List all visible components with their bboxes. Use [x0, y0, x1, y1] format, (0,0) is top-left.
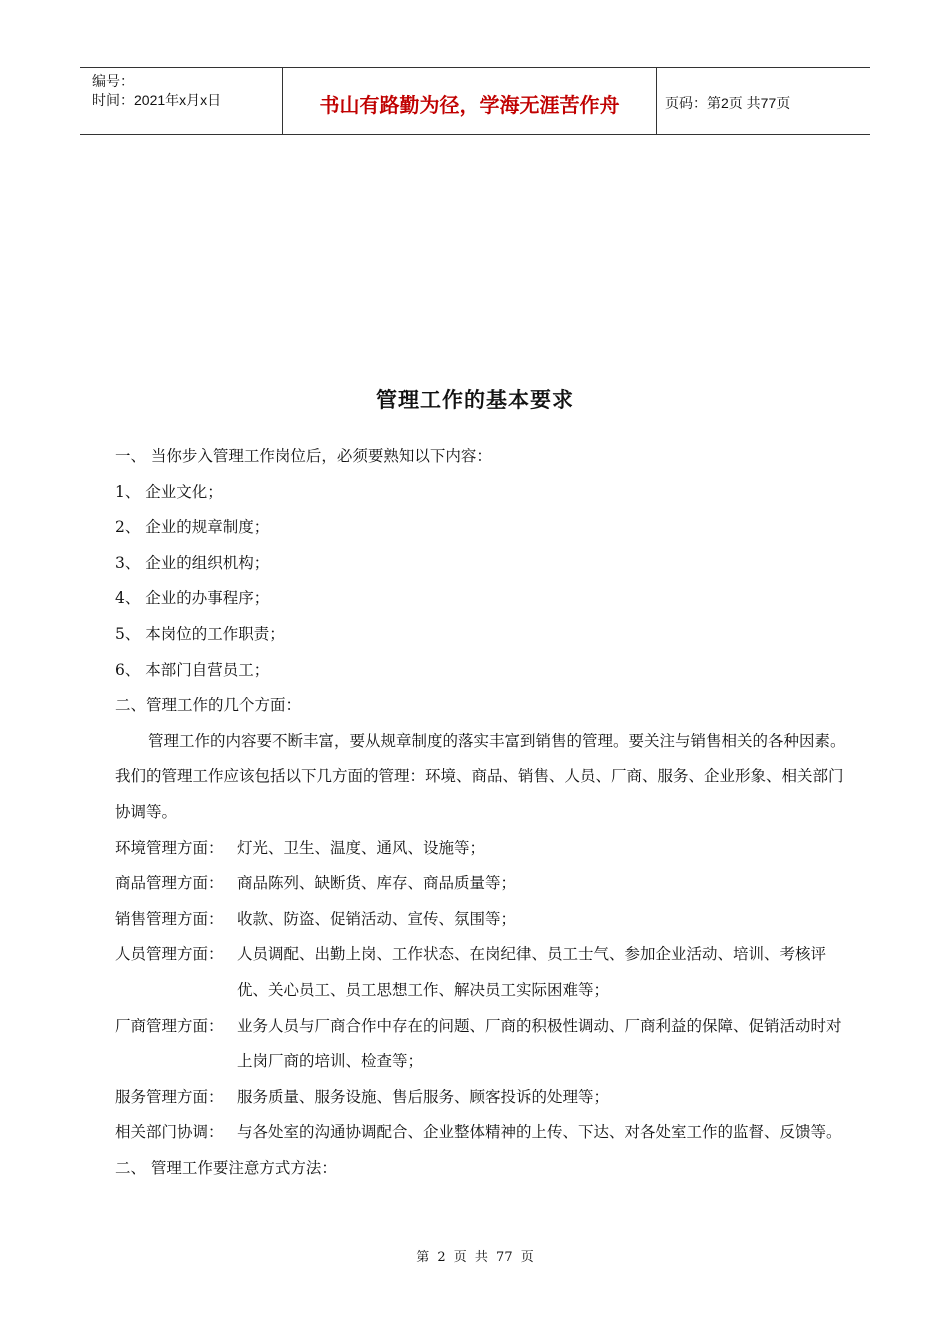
document-title: 管理工作的基本要求: [376, 388, 574, 412]
row-label: 人员管理方面：: [115, 945, 224, 964]
header-number-label: 编号：: [92, 73, 134, 89]
management-row: [115, 902, 850, 938]
row-label: 相关部门协调：: [115, 1123, 224, 1142]
section2-heading: 二、管理工作的几个方面：: [115, 696, 302, 715]
management-row: [115, 866, 850, 902]
list-item: 3、 企业的组织机构；: [115, 553, 270, 572]
row-label: 厂商管理方面：: [115, 1016, 224, 1035]
list-item: 2、 企业的规章制度；: [115, 518, 270, 537]
list-item: 6、 本部门自营员工；: [115, 660, 270, 679]
row-label: 商品管理方面：: [115, 874, 224, 893]
row-text: 业务人员与厂商合作中存在的问题、厂商的积极性调动、厂商利益的保障、促销活动时对上岗厂商的培训、检查等；: [237, 1016, 842, 1071]
row-text: 商品陈列、缺断货、库存、商品质量等；: [237, 874, 517, 893]
header-page-label: 页码：第2页 共77页: [665, 95, 791, 111]
row-label: 环境管理方面：: [115, 838, 224, 857]
row-text: 人员调配、出勤上岗、工作状态、在岗纪律、员工士气、参加企业活动、培训、考核评优、关心员工、员工思想工作、解决员工实际困难等；: [237, 945, 827, 999]
row-label: 服务管理方面：: [115, 1087, 224, 1106]
list-item: 1、 企业文化；: [115, 482, 223, 501]
management-row: [115, 937, 850, 1008]
row-text: 收款、防盗、促销活动、宣传、氛围等；: [237, 909, 517, 928]
management-row: [115, 1080, 850, 1116]
row-text: 与各处室的沟通协调配合、企业整体精神的上传、下达、对各处室工作的监督、反馈等。: [237, 1123, 842, 1142]
section1-heading: 一、 当你步入管理工作岗位后，必须要熟知以下内容：: [115, 447, 492, 465]
header-meta: [80, 68, 282, 134]
row-label: 销售管理方面：: [115, 909, 224, 928]
management-row: [115, 1115, 850, 1151]
document-body: [115, 439, 850, 1186]
section2-paragraph: 管理工作的内容要不断丰富，要从规章制度的落实丰富到销售的管理。要关注与销售相关的各种因素。我们的管理工作应该包括以下几方面的管理：环境、商品、销售、人员、厂商、服务、企业形象、相关部门协调等。: [115, 731, 846, 821]
list-item: 5、 本岗位的工作职责；: [115, 624, 285, 643]
management-row: [115, 1009, 850, 1080]
header-time-label: 时间：2021年x月x日: [92, 92, 222, 108]
page-footer: 第 2 页 共 77 页: [416, 1250, 534, 1265]
list-item: 4、 企业的办事程序；: [115, 589, 270, 608]
section3-heading: 二、 管理工作要注意方式方法：: [115, 1158, 337, 1177]
header-motto: 书山有路勤为径，学海无涯苦作舟: [282, 68, 657, 134]
page-header: [80, 67, 870, 135]
row-text: 灯光、卫生、温度、通风、设施等；: [237, 838, 486, 857]
management-row: [115, 831, 850, 867]
row-text: 服务质量、服务设施、售后服务、顾客投诉的处理等；: [237, 1087, 610, 1106]
